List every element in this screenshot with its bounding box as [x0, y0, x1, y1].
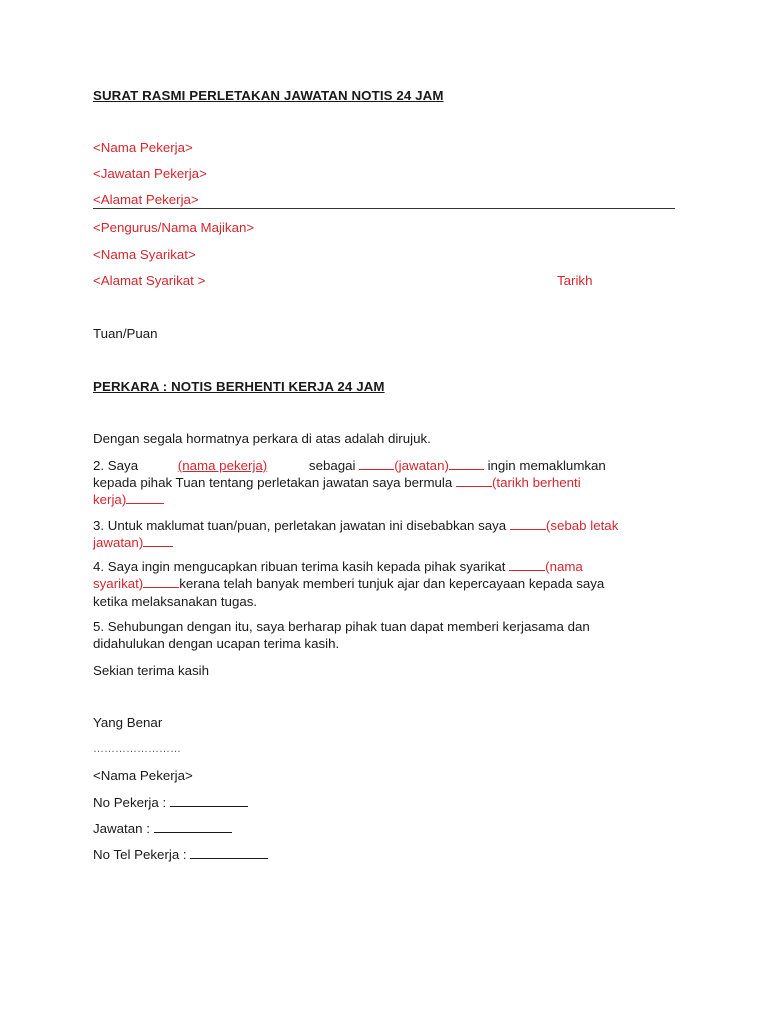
closing-text: Sekian terima kasih — [93, 663, 210, 678]
paragraph-4-line-2: syarikat) kerana telah banyak memberi tunjuk ajar dan kepercayaan kepada saya — [93, 576, 605, 591]
paragraph-5-line-1: 5. Sehubungan dengan itu, saya berharap pihak tuan dapat memberi kerjasama dan — [93, 619, 590, 634]
horizontal-divider — [93, 208, 675, 209]
paragraph-2-line-2: kepada pihak Tuan tentang perletakan jawatan saya bermula (tarikh berhenti — [93, 475, 581, 490]
company-placeholder-field: (nama — [509, 559, 583, 574]
reason-placeholder-field: (sebab letak — [510, 518, 618, 533]
date-label: Tarikh — [557, 273, 593, 288]
position-placeholder-field: (jawatan) — [359, 458, 484, 473]
name-placeholder-field: (nama pekerja) — [177, 458, 268, 473]
paragraph-3-line-2: jawatan) — [93, 534, 173, 551]
recipient-company: <Nama Syarikat> — [93, 247, 196, 262]
paragraph-2-line-1: 2. Saya (nama pekerja) sebagai (jawatan) ingin memaklumkan — [93, 458, 606, 473]
employee-number-blank — [170, 794, 248, 807]
field-position: Jawatan : — [93, 820, 232, 837]
position-blank — [154, 820, 232, 833]
subject-heading: PERKARA : NOTIS BERHENTI KERJA 24 JAM — [93, 379, 385, 394]
recipient-address: <Alamat Syarikat > — [93, 273, 206, 288]
signature-name: <Nama Pekerja> — [93, 768, 193, 783]
paragraph-3-line-1: 3. Untuk maklumat tuan/puan, perletakan jawatan ini disebabkan saya (sebab letak — [93, 518, 619, 533]
paragraph-1: Dengan segala hormatnya perkara di atas adalah dirujuk. — [93, 431, 431, 446]
recipient-manager: <Pengurus/Nama Majikan> — [93, 220, 255, 235]
paragraph-4-line-3: ketika melaksanakan tugas. — [93, 594, 258, 609]
sender-name: <Nama Pekerja> — [93, 140, 193, 155]
field-employee-number: No Pekerja : — [93, 794, 248, 811]
paragraph-5-line-2: didahulukan dengan ucapan terima kasih. — [93, 636, 340, 651]
paragraph-4-line-1: 4. Saya ingin mengucapkan ribuan terima kasih kepada pihak syarikat (nama — [93, 559, 583, 574]
date-placeholder-field: (tarikh berhenti — [456, 475, 581, 490]
paragraph-2-line-3: kerja) — [93, 491, 164, 508]
phone-blank — [190, 846, 268, 859]
sender-position: <Jawatan Pekerja> — [93, 166, 207, 181]
field-phone: No Tel Pekerja : — [93, 846, 268, 863]
document-title: SURAT RASMI PERLETAKAN JAWATAN NOTIS 24 JAM — [93, 88, 444, 103]
sender-address: <Alamat Pekerja> — [93, 192, 199, 207]
signature-line: …………………… — [93, 743, 181, 755]
salutation: Tuan/Puan — [93, 326, 158, 341]
signoff-text: Yang Benar — [93, 715, 163, 730]
